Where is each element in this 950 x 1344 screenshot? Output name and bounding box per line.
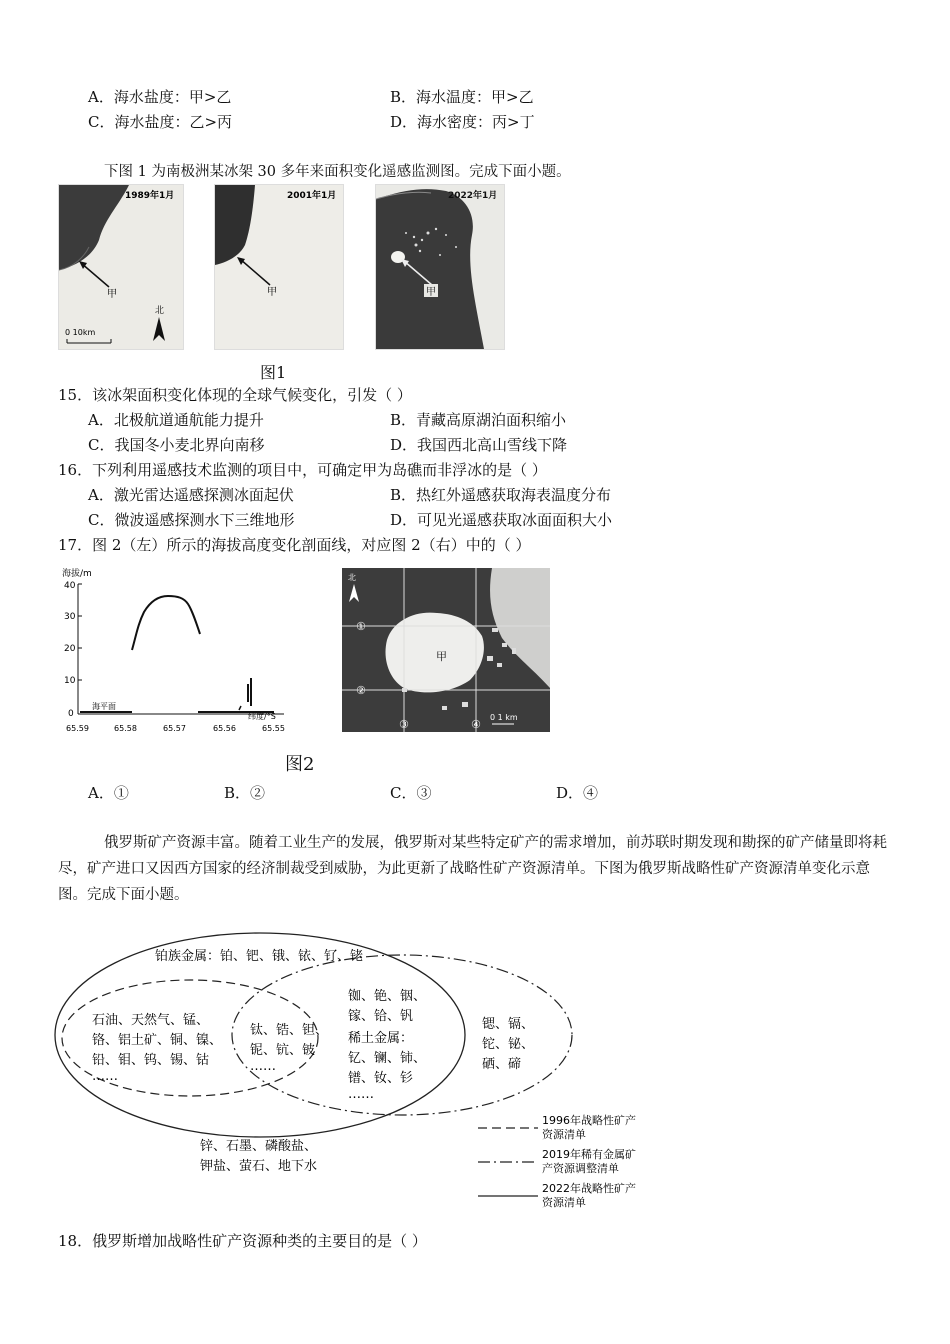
ytick-20: 20 — [64, 644, 76, 654]
q15-option-b: B．青藏高原湖泊面积缩小 — [390, 411, 567, 429]
q16-option-c: C．微波遥感探测水下三维地形 — [88, 511, 295, 529]
venn-center-4: 钇、镧、铈、 — [348, 1051, 427, 1066]
q16-option-b: B．热红外遥感获取海表温度分布 — [390, 486, 612, 504]
q15-option-a: A．北极航道通航能力提升 — [88, 411, 264, 429]
fig1-date-3: 2022年1月 — [448, 191, 498, 201]
venn-overlap-1: 钛、锆、钽、 — [250, 1023, 329, 1038]
ytick-10: 10 — [64, 676, 76, 686]
line-label-1: ① — [356, 620, 366, 633]
fig1-panel-2022-image — [376, 185, 504, 349]
figure2-caption: 图2 — [285, 754, 315, 775]
fig1-date-1: 1989年1月 — [125, 191, 175, 201]
profile-chart-svg — [58, 566, 288, 734]
venn-bottom-1: 锌、石墨、磷酸盐、 — [200, 1139, 318, 1154]
venn-top: 铂族金属：铂、钯、锇、铱、钌、铑 — [155, 949, 364, 964]
xtick-2: 65.58 — [114, 724, 137, 733]
xtick-4: 65.56 — [213, 724, 236, 733]
q15-stem: 15．该冰架面积变化体现的全球气候变化，引发（ ） — [58, 386, 412, 404]
legend-2019-l2: 产资源调整清单 — [542, 1162, 619, 1175]
fig1-scale: 0 10km — [65, 328, 96, 337]
legend-1996-l2: 资源清单 — [542, 1128, 586, 1141]
fig1-panel-2022 — [375, 184, 505, 350]
q17-stem: 17．图 2（左）所示的海拔高度变化剖面线，对应图 2（右）中的（ ） — [58, 536, 531, 554]
venn-center-6: …… — [348, 1087, 374, 1102]
figure3-venn — [50, 930, 670, 1220]
q18-stem: 18．俄罗斯增加战略性矿产资源种类的主要目的是（ ） — [58, 1232, 427, 1250]
xtick-5: 65.55 — [262, 724, 285, 733]
fig1-north-label: 北 — [155, 306, 165, 316]
ytick-30: 30 — [64, 612, 76, 622]
legend-2022-l2: 资源清单 — [542, 1196, 586, 1209]
fig1-panel-2001-image — [215, 185, 343, 349]
figure1-caption: 图1 — [260, 363, 287, 382]
q16-stem: 16．下列利用遥感技术监测的项目中，可确定甲为岛礁而非浮冰的是（ ） — [58, 461, 547, 479]
fig1-mark-1: 甲 — [107, 289, 117, 300]
q15-option-d: D．我国西北高山雪线下降 — [390, 436, 568, 454]
map-mark-jia: 甲 — [436, 650, 447, 663]
xtick-3: 65.57 — [163, 724, 186, 733]
profile-xlabel: 纬度/°S — [248, 712, 276, 721]
legend-2019-l1: 2019年稀有金属矿 — [542, 1148, 636, 1161]
fig1-panel-2001 — [214, 184, 344, 350]
xtick-1: 65.59 — [66, 724, 89, 733]
venn-center-3: 稀土金属： — [348, 1031, 414, 1046]
intro-figure1: 下图 1 为南极洲某冰架 30 多年来面积变化遥感监测图。完成下面小题。 — [104, 164, 571, 180]
profile-island-curve — [132, 596, 200, 650]
q14-option-a: A．海水盐度：甲>乙 — [88, 88, 232, 106]
map-scale: 0 1 km — [490, 713, 518, 722]
q17-option-a: A．① — [88, 784, 129, 802]
island-jia — [386, 613, 484, 693]
q17-option-d: D．④ — [556, 784, 599, 802]
fig1-panel-1989-image — [59, 185, 183, 349]
figure2-map-svg — [342, 568, 550, 732]
venn-left-4: …… — [92, 1069, 118, 1084]
fig1-date-2: 2001年1月 — [287, 191, 337, 201]
q14-option-d: D．海水密度：丙>丁 — [390, 113, 535, 131]
q16-option-d: D．可见光遥感获取冰面面积大小 — [390, 511, 613, 529]
ytick-0: 0 — [68, 709, 74, 719]
venn-left-1: 石油、天然气、锰、 — [92, 1013, 210, 1028]
q17-option-b: B．② — [224, 784, 266, 802]
line-label-2: ② — [356, 684, 366, 697]
figure2-map — [342, 568, 550, 732]
venn-svg — [50, 930, 670, 1220]
q17-option-c: C．③ — [390, 784, 432, 802]
venn-left-2: 铬、铝土矿、铜、镍、 — [92, 1033, 223, 1048]
venn-overlap-2: 铌、钪、铍 — [250, 1043, 316, 1058]
sea-level-label: 海平面 — [92, 702, 116, 711]
legend-1996-l1: 1996年战略性矿产 — [542, 1114, 636, 1127]
venn-center-2: 镓、铪、钒 — [348, 1009, 414, 1024]
q14-option-c: C．海水盐度：乙>丙 — [88, 113, 233, 131]
q15-option-c: C．我国冬小麦北界向南移 — [88, 436, 265, 454]
line-label-3: ③ — [399, 718, 409, 731]
venn-right-3: 硒、碲 — [482, 1057, 522, 1072]
venn-right-1: 锶、镉、 — [482, 1017, 535, 1032]
venn-left-3: 铅、钼、钨、锡、钴 — [92, 1053, 210, 1068]
intro-figure3: 俄罗斯矿产资源丰富。随着工业生产的发展，俄罗斯对某些特定矿产的需求增加，前苏联时期发现和勘探的矿产储量即将耗尽，矿产进口又因西方国家的经济制裁受到威胁，为此更新了战略性矿产资源清单。下图为俄罗斯战略性矿产资源清单变化示意图。完成下面小题。 — [58, 835, 887, 903]
venn-bottom-2: 钾盐、萤石、地下水 — [200, 1159, 318, 1174]
venn-right-2: 铊、铋、 — [482, 1037, 535, 1052]
q14-option-b: B．海水温度：甲>乙 — [390, 88, 534, 106]
venn-center-1: 铷、铯、铟、 — [348, 989, 427, 1004]
venn-center-5: 镨、钕、钐 — [348, 1071, 414, 1086]
map-north-label: 北 — [348, 573, 356, 582]
venn-overlap-3: …… — [250, 1059, 276, 1074]
ytick-40: 40 — [64, 581, 76, 591]
fig1-panel-1989 — [58, 184, 184, 350]
profile-ylabel: 海拔/m — [62, 569, 92, 579]
legend-2022-l1: 2022年战略性矿产 — [542, 1182, 636, 1195]
figure2-profile-chart — [58, 566, 288, 734]
q16-option-a: A．激光雷达遥感探测冰面起伏 — [88, 486, 294, 504]
fig1-mark-3: 甲 — [426, 287, 436, 298]
line-label-4: ④ — [471, 718, 481, 731]
fig1-mark-2: 甲 — [267, 287, 277, 298]
